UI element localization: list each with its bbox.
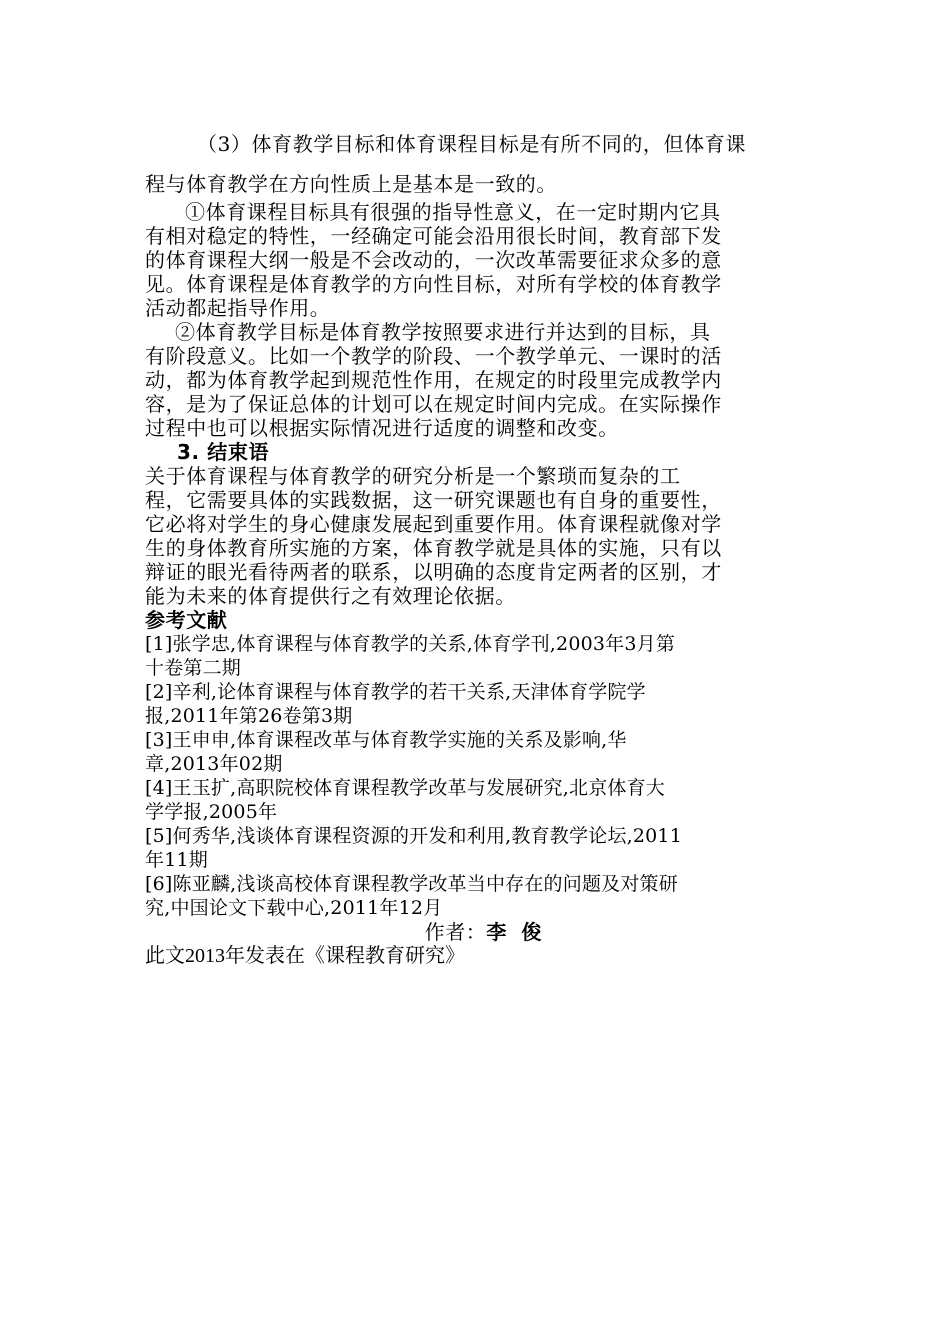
paragraph-line: 容，是为了保证总体的计划可以在规定时间内完成。在实际操作 bbox=[145, 392, 722, 416]
reference-line: [6]陈亚麟,浅谈高校体育课程教学改革当中存在的问题及对策研 bbox=[145, 873, 678, 895]
author-name: 李 俊 bbox=[486, 920, 546, 944]
paragraph-line: 活动都起指导作用。 bbox=[145, 296, 331, 320]
paragraph-line: 它必将对学生的身心健康发展起到重要作用。体育课程就像对学 bbox=[145, 512, 722, 536]
paragraph-line: 过程中也可以根据实际情况进行适度的调整和改变。 bbox=[145, 416, 619, 440]
paragraph-line: 关于体育课程与体育教学的研究分析是一个繁琐而复杂的工 bbox=[145, 464, 681, 488]
conclusion-heading: 3. 结束语 bbox=[177, 440, 270, 464]
reference-line: 十卷第二期 bbox=[145, 657, 242, 679]
paragraph-line: （3）体育教学目标和体育课程目标是有所不同的，但体育课 bbox=[197, 132, 746, 156]
references-heading: 参考文献 bbox=[145, 608, 228, 632]
publication-note: 此文2013年发表在《课程教育研究》 bbox=[145, 945, 465, 967]
references-list bbox=[145, 632, 785, 920]
paragraph-line: 有相对稳定的特性，一经确定可能会沿用很长时间，教育部下发 bbox=[145, 224, 722, 248]
paragraph-line: 见。体育课程是体育教学的方向性目标，对所有学校的体育教学 bbox=[145, 272, 722, 296]
author-label: 作者： bbox=[424, 920, 487, 944]
section-3-heading bbox=[197, 132, 785, 156]
paragraph-line: 能为未来的体育提供行之有效理论依据。 bbox=[145, 584, 516, 608]
author-line bbox=[145, 920, 785, 944]
reference-line: [2]辛利,论体育课程与体育教学的若干关系,天津体育学院学 bbox=[145, 681, 646, 703]
paragraph-line: ②体育教学目标是体育教学按照要求进行并达到的目标，具 bbox=[175, 320, 711, 344]
paragraph-line: 程，它需要具体的实践数据，这一研究课题也有自身的重要性， bbox=[145, 488, 722, 512]
reference-line: 究,中国论文下载中心,2011年12月 bbox=[145, 897, 443, 919]
paragraph-line: 生的身体教育所实施的方案，体育教学就是具体的实施，只有以 bbox=[145, 536, 722, 560]
paragraph-line: 的体育课程大纲一般是不会改动的，一次改革需要征求众多的意 bbox=[145, 248, 722, 272]
point-1-paragraph bbox=[145, 200, 785, 320]
point-2-paragraph bbox=[145, 320, 785, 440]
reference-line: [4]王玉扩,高职院校体育课程教学改革与发展研究,北京体育大 bbox=[145, 777, 665, 799]
reference-line: [5]何秀华,浅谈体育课程资源的开发和利用,教育教学论坛,2011 bbox=[145, 825, 682, 847]
paragraph-line: 有阶段意义。比如一个教学的阶段、一个教学单元、一课时的活 bbox=[145, 344, 722, 368]
reference-line: [1]张学忠,体育课程与体育教学的关系,体育学刊,2003年3月第 bbox=[145, 633, 676, 655]
reference-line: 年11期 bbox=[145, 849, 208, 871]
paragraph-line: 动，都为体育教学起到规范性作用，在规定的时段里完成教学内 bbox=[145, 368, 722, 392]
reference-line: 学学报,2005年 bbox=[145, 801, 278, 823]
reference-line: [3]王申申,体育课程改革与体育教学实施的关系及影响,华 bbox=[145, 729, 627, 751]
reference-line: 报,2011年第26卷第3期 bbox=[145, 705, 353, 727]
reference-line: 章,2013年02期 bbox=[145, 753, 283, 775]
paragraph-line: 辩证的眼光看待两者的联系，以明确的态度肯定两者的区别，才 bbox=[145, 560, 722, 584]
conclusion-paragraph bbox=[145, 464, 785, 608]
paragraph-line: ①体育课程目标具有很强的指导性意义，在一定时期内它具 bbox=[185, 200, 721, 224]
document-page bbox=[145, 132, 785, 968]
paragraph-line: 程与体育教学在方向性质上是基本是一致的。 bbox=[145, 172, 557, 196]
